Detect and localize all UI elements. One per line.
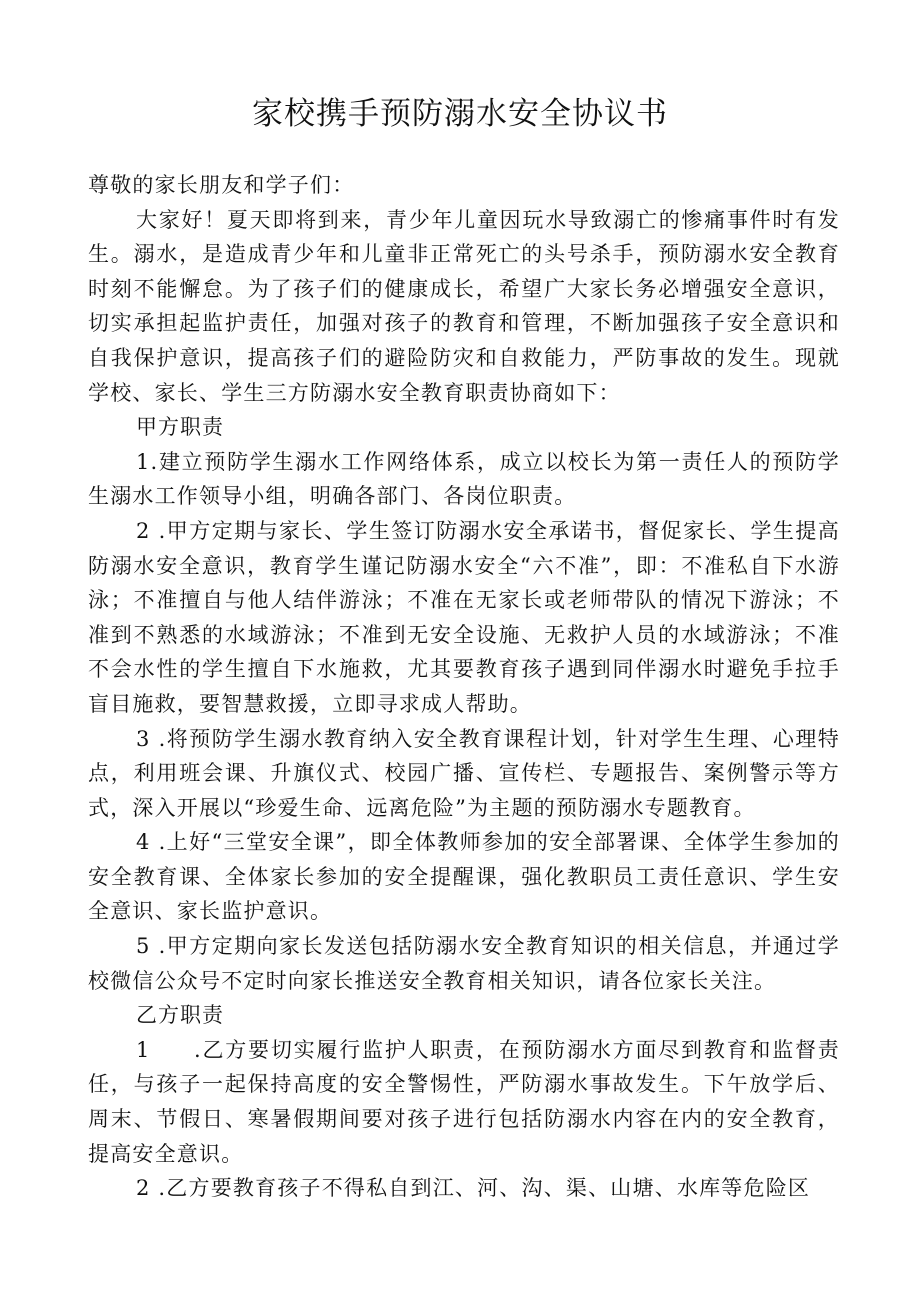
salutation: 尊敬的家长朋友和学子们： bbox=[88, 173, 355, 197]
document-title: 家校携手预防溺水安全协议书 bbox=[252, 96, 668, 132]
party-a-item-4: 4 .上好“三堂安全课”，即全体教师参加的安全部署课、全体学生参加的安全教育课、全体家长参加的安全提醒课，强化教职员工责任意识、学生安全意识、家长监护意识。 bbox=[88, 830, 840, 924]
party-a-item-2: 2 .甲方定期与家长、学生签订防溺水安全承诺书，督促家长、学生提高防溺水安全意识，教育学生谨记防溺水安全“六不准”，即：不准私自下水游泳；不准擅自与他人结伴游泳；不准在无家长或老师带队的情况下游泳；不准到不熟悉的水域游泳；不准到无安全设施、无救护人员的水域游泳；不准不会水性的学生擅自下水施救，尤其要教育孩子遇到同伴溺水时避免手拉手盲目施救，要智慧救援，立即寻求成人帮助。 bbox=[88, 518, 840, 716]
party-a-item-5: 5 .甲方定期向家长发送包括防溺水安全教育知识的相关信息，并通过学校微信公众号不定时向家长推送安全教育相关知识，请各位家长关注。 bbox=[88, 934, 840, 993]
party-b-heading: 乙方职责 bbox=[136, 1003, 224, 1028]
party-b-item-1-number: 1 bbox=[136, 1037, 151, 1062]
party-b-item-1-text: .乙方要切实履行监护人职责，在预防溺水方面尽到教育和监督责任，与孩子一起保持高度的安全警惕性，严防溺水事故发生。下午放学后、周末、节假日、寒暑假期间要对孩子进行包括防溺水内容在内的安全教育，提高安全意识。 bbox=[88, 1037, 840, 1166]
party-a-heading: 甲方职责 bbox=[136, 415, 224, 440]
party-a-item-3: 3 .将预防学生溺水教育纳入安全教育课程计划，针对学生生理、心理特点，利用班会课、升旗仪式、校园广播、宣传栏、专题报告、案例警示等方式，深入开展以“珍爱生命、远离危险”为主题的预防溺水专题教育。 bbox=[88, 726, 840, 820]
party-a-item-1: 1.建立预防学生溺水工作网络体系，成立以校长为第一责任人的预防学生溺水工作领导小组，明确各部门、各岗位职责。 bbox=[88, 449, 840, 509]
intro-paragraph: 大家好！夏天即将到来，青少年儿童因玩水导致溺亡的惨痛事件时有发生。溺水，是造成青少年和儿童非正常死亡的头号杀手，预防溺水安全教育时刻不能懈怠。为了孩子们的健康成长，希望广大家长务必增强安全意识，切实承担起监护责任，加强对孩子的教育和管理，不断加强孩子安全意识和自我保护意识，提高孩子们的避险防灾和自救能力，严防事故的发生。现就学校、家长、学生三方防溺水安全教育职责协商如下： bbox=[88, 207, 840, 405]
party-b-item-1 bbox=[88, 1033, 840, 1171]
party-b-item-2: 2 .乙方要教育孩子不得私自到江、河、沟、渠、山塘、水库等危险区 bbox=[136, 1176, 811, 1201]
document-body bbox=[88, 168, 840, 1206]
